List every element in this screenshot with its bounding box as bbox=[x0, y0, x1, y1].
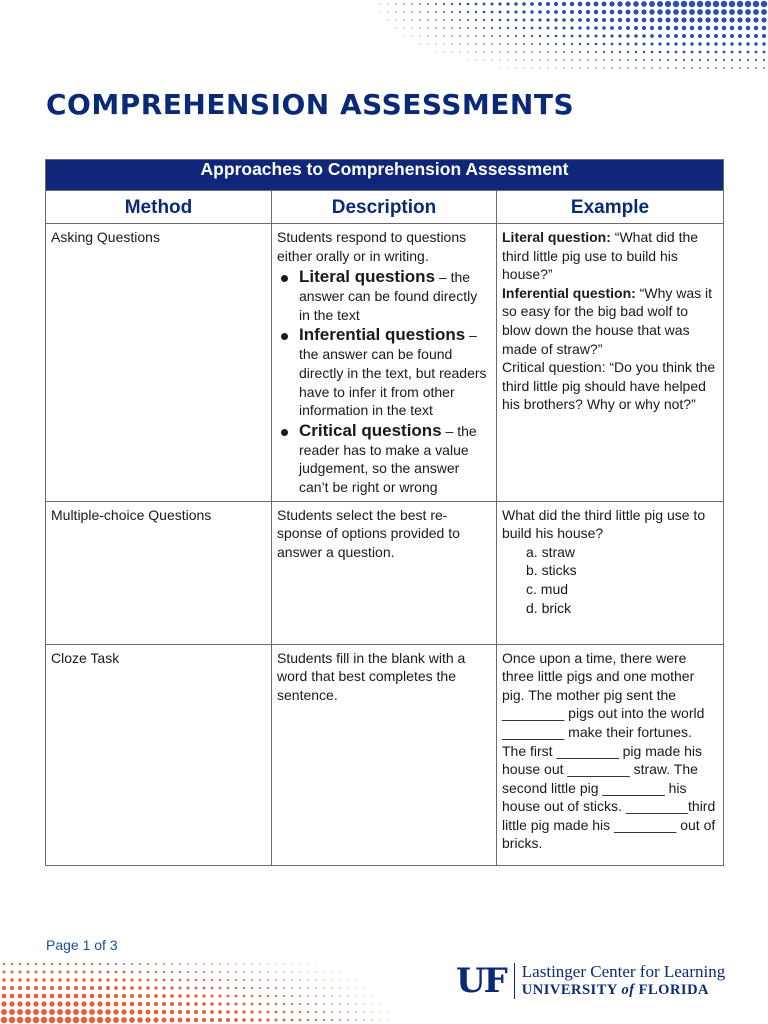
question-type-list bbox=[277, 266, 490, 496]
table-row bbox=[46, 501, 724, 644]
question-type-label: Inferential questions bbox=[299, 325, 466, 345]
answer-choice: d. brick bbox=[526, 599, 572, 616]
uf-logo-mark: UF bbox=[456, 961, 506, 1001]
column-header-example: Example bbox=[497, 191, 724, 224]
question-type-text: – the answer can be found directly in the text, but readers have to infer it from other information in the text bbox=[299, 327, 487, 419]
column-header-method: Method bbox=[46, 191, 272, 224]
description-intro: Students respond to questions either orally or in writing. bbox=[277, 229, 467, 264]
lastinger-logo bbox=[456, 962, 725, 1000]
example-cell bbox=[497, 224, 724, 502]
inferential-example bbox=[502, 284, 717, 358]
description-cell: Students select the best re-sponse of options provided to answer a question. bbox=[272, 501, 497, 644]
table-row bbox=[46, 644, 724, 865]
list-item bbox=[299, 420, 490, 497]
logo-divider bbox=[514, 963, 515, 999]
page-title: COMPREHENSION ASSESSMENTS bbox=[46, 88, 575, 121]
method-cell: Multiple-choice Questions bbox=[46, 501, 272, 644]
literal-label: Literal question: bbox=[502, 229, 611, 245]
list-item bbox=[299, 324, 490, 419]
question-type-text: – the reader has to make a value judgement, so the answer can’t be right or wrong bbox=[299, 422, 477, 495]
assessment-table bbox=[45, 159, 724, 866]
example-question: What did the third little pig use to build his house? bbox=[502, 506, 706, 542]
literal-text: “What did the third little pig use to build his house?” bbox=[502, 229, 699, 283]
answer-choice: b. sticks bbox=[526, 562, 577, 579]
table-row bbox=[46, 224, 724, 502]
literal-example bbox=[502, 228, 717, 284]
blue-dot-pattern bbox=[328, 0, 768, 70]
question-type-label: Literal questions bbox=[299, 267, 436, 287]
university-pre: UNIVERSITY bbox=[521, 982, 622, 998]
example-cell: Once upon a time, there were three little pigs and one mother pig. The mother pig sent the ________ pigs out into the world ________ make their fortunes. The first ________ pig made his house out ________ straw. The second little pig ________ his house out of sticks. ________third little pig made his ________ out of bricks. bbox=[497, 644, 724, 865]
description-cell bbox=[272, 224, 497, 502]
org-name: Lastinger Center for Learning bbox=[521, 962, 726, 981]
critical-example: Critical question: “Do you think the third little pig should have helped his brothers? Why or why not?” bbox=[502, 359, 716, 413]
question-type-text: – the answer can be found directly in the text bbox=[299, 269, 478, 323]
university-name bbox=[522, 981, 725, 1000]
description-cell: Students fill in the blank with a word that best completes the sentence. bbox=[272, 644, 497, 865]
university-of: of bbox=[621, 982, 635, 998]
logo-text bbox=[522, 962, 725, 1000]
orange-dot-pattern bbox=[0, 960, 440, 1024]
list-item bbox=[299, 266, 490, 324]
inferential-text: “Why was it so easy for the big bad wolf to blow down the house that was made of straw?” bbox=[502, 284, 713, 357]
page-number: Page 1 of 3 bbox=[46, 937, 118, 953]
question-type-label: Critical questions bbox=[299, 420, 442, 440]
column-header-description: Description bbox=[272, 191, 497, 224]
method-cell: Cloze Task bbox=[46, 644, 272, 865]
answer-choice: a. straw bbox=[526, 543, 576, 560]
answer-choices bbox=[502, 543, 717, 617]
answer-choice: c. mud bbox=[526, 580, 569, 597]
example-cell bbox=[497, 501, 724, 644]
university-post: FLORIDA bbox=[634, 982, 710, 998]
method-cell: Asking Questions bbox=[46, 224, 272, 502]
table-caption: Approaches to Comprehension Assessment bbox=[46, 160, 724, 191]
inferential-label: Inferential question: bbox=[502, 284, 636, 301]
